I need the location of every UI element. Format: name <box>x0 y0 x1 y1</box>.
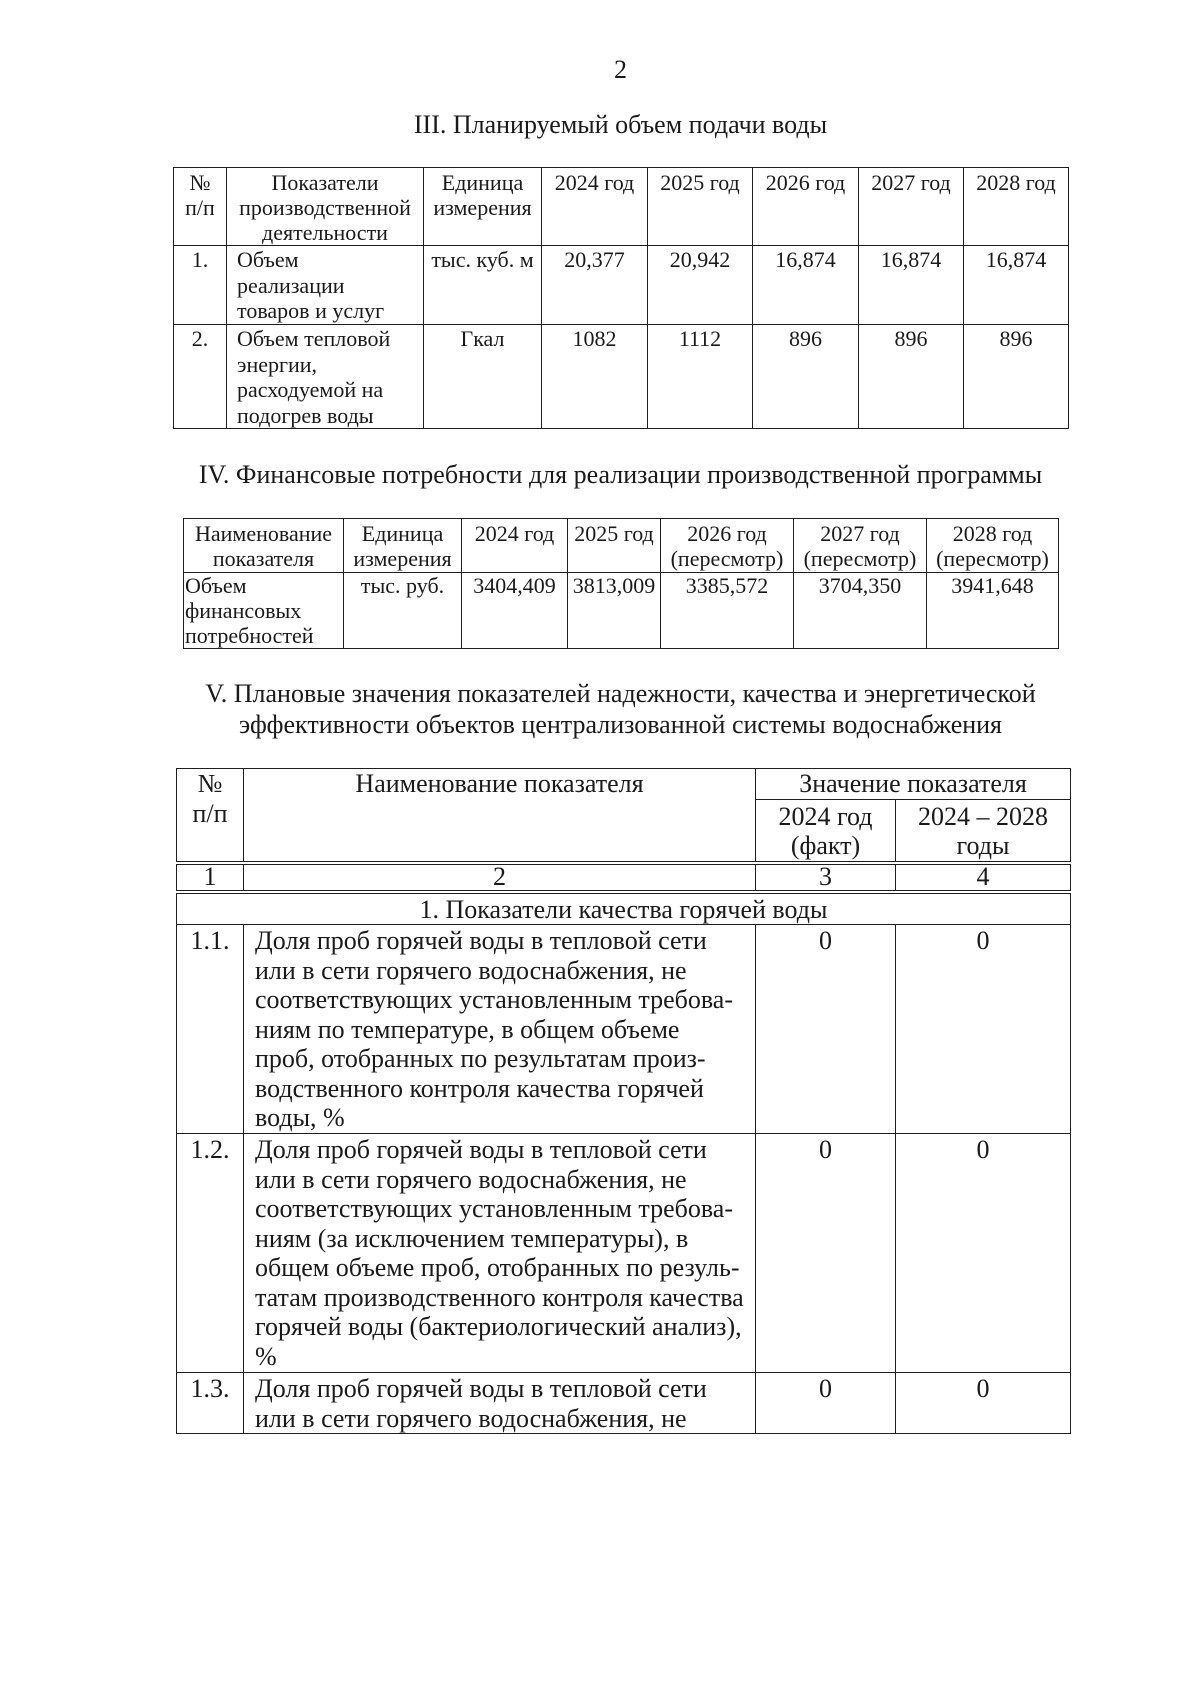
cell-value-2025: 3813,009 <box>568 573 661 649</box>
table-header-row <box>174 168 1069 246</box>
cell-indicator-name: Объем финансовых потребностей <box>184 573 344 649</box>
cell-value-2024: 0 <box>756 1373 896 1434</box>
cell-value-2024: 20,377 <box>542 246 648 325</box>
table-planned-water-volume <box>173 167 1069 429</box>
header-year-2025: 2025 год <box>648 168 753 246</box>
header-value-2024-fact: 2024 год (факт) <box>756 799 896 863</box>
group-title-hot-water-quality: 1. Показатели качества горячей воды <box>177 892 1071 925</box>
header-year-2026: 2026 год <box>753 168 859 246</box>
cell-value-2027: 896 <box>859 325 964 429</box>
header-year-2024: 2024 год <box>542 168 648 246</box>
header-indicator: Показатели производственной деятельности <box>227 168 424 246</box>
cell-value-2027: 16,874 <box>859 246 964 325</box>
header-year-2027: 2027 год <box>859 168 964 246</box>
header-year-2028-revision: 2028 год (пересмотр) <box>927 519 1059 573</box>
cell-indicator: Объем реализации товаров и услуг <box>227 246 424 325</box>
table-financial-needs <box>183 518 1059 649</box>
table-header-row <box>177 769 1071 800</box>
cell-value-2028: 16,874 <box>964 246 1069 325</box>
cell-value-2024-2028: 0 <box>896 1373 1071 1434</box>
cell-number: 1.3. <box>177 1373 244 1434</box>
cell-unit: тыс. куб. м <box>424 246 542 325</box>
header-year-2027-revision: 2027 год (пересмотр) <box>794 519 927 573</box>
cell-value-2024: 0 <box>756 925 896 1134</box>
group-row <box>177 892 1071 925</box>
cell-indicator-name: Доля проб горячей воды в тепловой сети или в сети горячего водоснабжения, не соответствующих установленным требова- ниям по температуре, в общем объеме проб, отобранных по результатам произ- водственного контроля качества горячей воды, % <box>244 925 756 1134</box>
header-value-2024-2028: 2024 – 2028 годы <box>896 799 1071 863</box>
table-row <box>174 325 1069 429</box>
cell-value-2028: 896 <box>964 325 1069 429</box>
header-unit: Единица измерения <box>344 519 462 573</box>
cell-value-2027: 3704,350 <box>794 573 927 649</box>
section-title-financial-needs: IV. Финансовые потребности для реализации производственной программы <box>198 460 1043 489</box>
table-row <box>177 1373 1071 1434</box>
table-row <box>177 925 1071 1134</box>
header-indicator-value: Значение показателя <box>756 769 1071 800</box>
column-number-2: 2 <box>244 863 756 892</box>
cell-value-2025: 1112 <box>648 325 753 429</box>
section-title-planned-water-volume: III. Планируемый объем подачи воды <box>413 110 828 139</box>
table-row <box>184 573 1059 649</box>
column-numbers-row <box>177 863 1071 892</box>
column-number-1: 1 <box>177 863 244 892</box>
cell-unit: тыс. руб. <box>344 573 462 649</box>
header-indicator-name: Наименование показателя <box>184 519 344 573</box>
column-number-3: 3 <box>756 863 896 892</box>
cell-unit: Гкал <box>424 325 542 429</box>
table-reliability-quality-indicators <box>176 768 1071 1434</box>
cell-number: 1.2. <box>177 1134 244 1373</box>
cell-value-2024-2028: 0 <box>896 1134 1071 1373</box>
cell-indicator: Объем тепловой энергии, расходуемой на подогрев воды <box>227 325 424 429</box>
cell-value-2024: 3404,409 <box>462 573 568 649</box>
cell-value-2026: 896 <box>753 325 859 429</box>
header-unit: Единица измерения <box>424 168 542 246</box>
cell-value-2028: 3941,648 <box>927 573 1059 649</box>
cell-indicator-name: Доля проб горячей воды в тепловой сети или в сети горячего водоснабжения, не соответствующих установленным требова- ниям (за исключением температуры), в общем объеме проб, отобранных по резуль- татам производственного контроля качества горячей воды (бактериологический анализ), % <box>244 1134 756 1373</box>
header-indicator-name: Наименование показателя <box>244 769 756 863</box>
cell-value-2024: 1082 <box>542 325 648 429</box>
header-year-2026-revision: 2026 год (пересмотр) <box>661 519 794 573</box>
header-year-2025: 2025 год <box>568 519 661 573</box>
header-year-2024: 2024 год <box>462 519 568 573</box>
table-header-row <box>184 519 1059 573</box>
page-number: 2 <box>614 55 627 84</box>
cell-number: 2. <box>174 325 227 429</box>
cell-value-2024: 0 <box>756 1134 896 1373</box>
cell-number: 1.1. <box>177 925 244 1134</box>
section-title-reliability-quality-indicators: V. Плановые значения показателей надежности, качества и энергетической эффективности объектов централизованной системы водоснабжения <box>205 679 1036 739</box>
table-row <box>174 246 1069 325</box>
header-year-2028: 2028 год <box>964 168 1069 246</box>
header-number: № п/п <box>177 769 244 863</box>
cell-value-2026: 16,874 <box>753 246 859 325</box>
cell-value-2024-2028: 0 <box>896 925 1071 1134</box>
cell-indicator-name: Доля проб горячей воды в тепловой сети или в сети горячего водоснабжения, не <box>244 1373 756 1434</box>
header-number: № п/п <box>174 168 227 246</box>
cell-value-2025: 20,942 <box>648 246 753 325</box>
column-number-4: 4 <box>896 863 1071 892</box>
table-row <box>177 1134 1071 1373</box>
cell-number: 1. <box>174 246 227 325</box>
cell-value-2026: 3385,572 <box>661 573 794 649</box>
